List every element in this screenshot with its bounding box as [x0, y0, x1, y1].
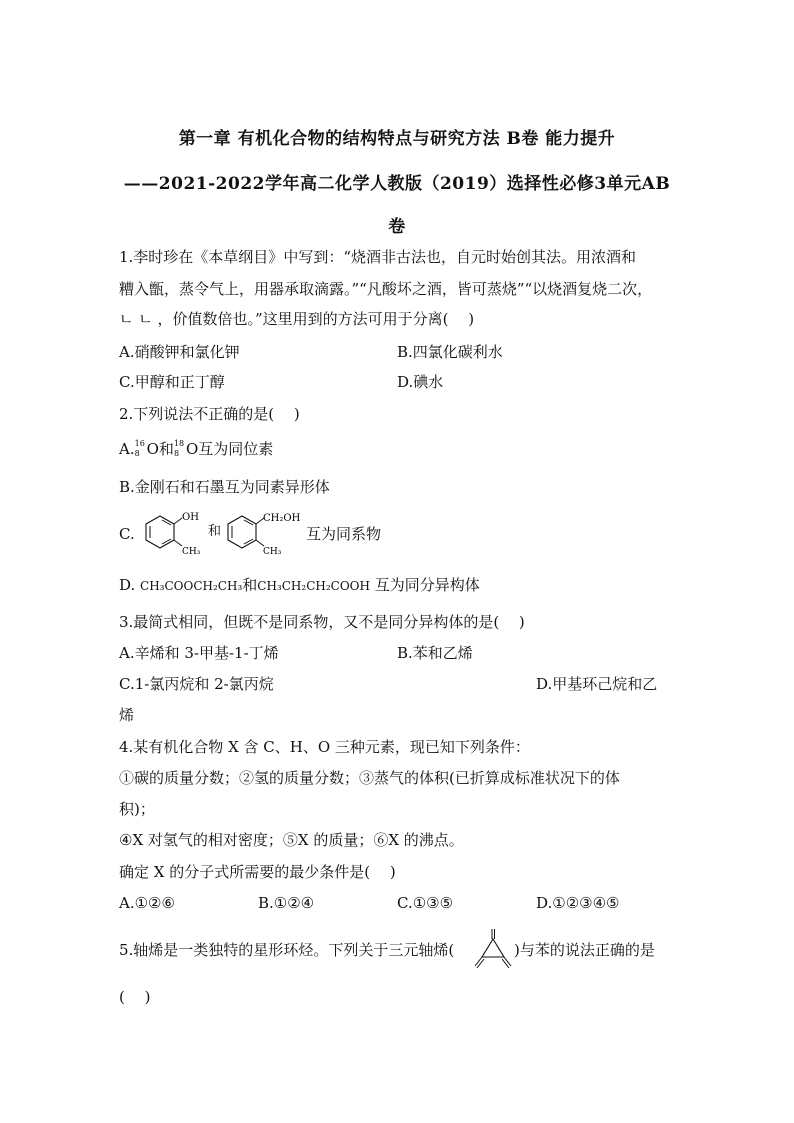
q4-conditions-1-cont: 积)；: [119, 800, 155, 818]
q4-option-b: B.①②④: [258, 894, 315, 912]
mass-number: 18: [173, 439, 185, 448]
q2-a-and: 和: [158, 440, 174, 458]
isotope-o16: [135, 439, 147, 459]
q4-option-c: C.①③⑤: [397, 894, 454, 912]
radialene-structure: [470, 925, 514, 971]
o-cresol-structure: [140, 508, 212, 556]
q1-line-3: ㄴ ㄴ ，价值数倍也。”这里用到的方法可用于分离( ): [119, 310, 475, 328]
q3-stem: 3.最简式相同，但既不是同系物，又不是同分异构体的是( ): [119, 613, 525, 631]
element-o: O: [146, 440, 159, 458]
q2-d-prefix: D.: [119, 576, 141, 594]
butanoic-acid-formula: CH₃CH₂CH₂COOH: [257, 579, 370, 593]
q3-option-d: D.甲基环己烷和乙: [536, 675, 658, 693]
q3-option-b: B.苯和乙烯: [397, 644, 473, 662]
q2-c-prefix: C.: [119, 525, 135, 543]
ethyl-acetate-formula: CH₃COOCH₂CH₃: [140, 579, 243, 593]
ch2oh-label: CH₂OH: [263, 513, 301, 524]
q2-option-b: B.金刚石和石墨互为同素异形体: [119, 478, 330, 496]
q3-option-c: C.1-氯丙烷和 2-氯丙烷: [119, 675, 274, 693]
q4-option-d: D.①②③④⑤: [536, 894, 620, 912]
q4-conditions-2: ④X 对氢气的相对密度；⑤X 的质量；⑥X 的沸点。: [119, 831, 464, 849]
mass-number: 16: [134, 439, 145, 448]
q1-line-2: 糟入甑，蒸令气上，用器承取滴露。”“凡酸坏之酒，皆可蒸烧”“以烧酒复烧二次，: [119, 280, 653, 298]
q3-option-a: A.辛烯和 3-甲基-1-丁烯: [119, 644, 279, 662]
q4-stem: 4.某有机化合物 X 含 C、H、O 三种元素，现已知下列条件：: [119, 738, 530, 756]
benzyl-alcohol-structure: [222, 508, 308, 556]
oh-label: OH: [182, 512, 199, 523]
q4-conditions-1: ①碳的质量分数；②氢的质量分数；③蒸气的体积(已折算成标准状况下的体: [119, 769, 620, 787]
q1-option-d: D.碘水: [397, 373, 444, 391]
q2-a-prefix: A.: [119, 440, 135, 458]
ch3-label: CH₃: [263, 547, 282, 556]
q2-d-and: 和: [242, 576, 258, 594]
q3-option-d-cont: 烯: [119, 706, 135, 724]
q1-line-1: 1.李时珍在《本草纲目》中写到：“烧酒非古法也，自元时始创其法。用浓酒和: [119, 248, 636, 266]
atomic-number: 8: [173, 449, 180, 458]
q2-a-suffix: 互为同位素: [198, 440, 274, 458]
q4-option-a: A.①②⑥: [119, 894, 175, 912]
q4-ask: 确定 X 的分子式所需要的最少条件是( ): [119, 863, 396, 881]
title-line-3: 卷: [388, 217, 406, 237]
q1-option-a: A.硝酸钾和氯化钾: [119, 343, 240, 361]
q5-stem-post: )与苯的说法正确的是: [514, 941, 655, 959]
q1-option-c: C.甲醇和正丁醇: [119, 373, 225, 391]
q2-option-d: [119, 575, 480, 596]
element-o: O: [185, 440, 199, 458]
atomic-number: 8: [134, 449, 140, 458]
q2-d-suffix: 互为同分异构体: [369, 576, 480, 594]
q2-option-a: [119, 439, 273, 459]
title-line-1: 第一章 有机化合物的结构特点与研究方法 B卷 能力提升: [178, 129, 616, 149]
title-line-2: ——2021-2022学年高二化学人教版（2019）选择性必修3单元AB: [123, 174, 671, 194]
ch3-label: CH₃: [182, 547, 201, 556]
q5-stem-pre: 5.轴烯是一类独特的星形环烃。下列关于三元轴烯(: [119, 941, 455, 959]
q2-c-suffix: 互为同系物: [306, 525, 382, 543]
isotope-o18: [174, 439, 186, 459]
q5-bracket: ( ): [119, 988, 151, 1006]
q1-option-b: B.四氯化碳利水: [397, 343, 503, 361]
q2-c-and: 和: [208, 524, 222, 539]
q2-stem: 2.下列说法不正确的是( ): [119, 405, 300, 423]
